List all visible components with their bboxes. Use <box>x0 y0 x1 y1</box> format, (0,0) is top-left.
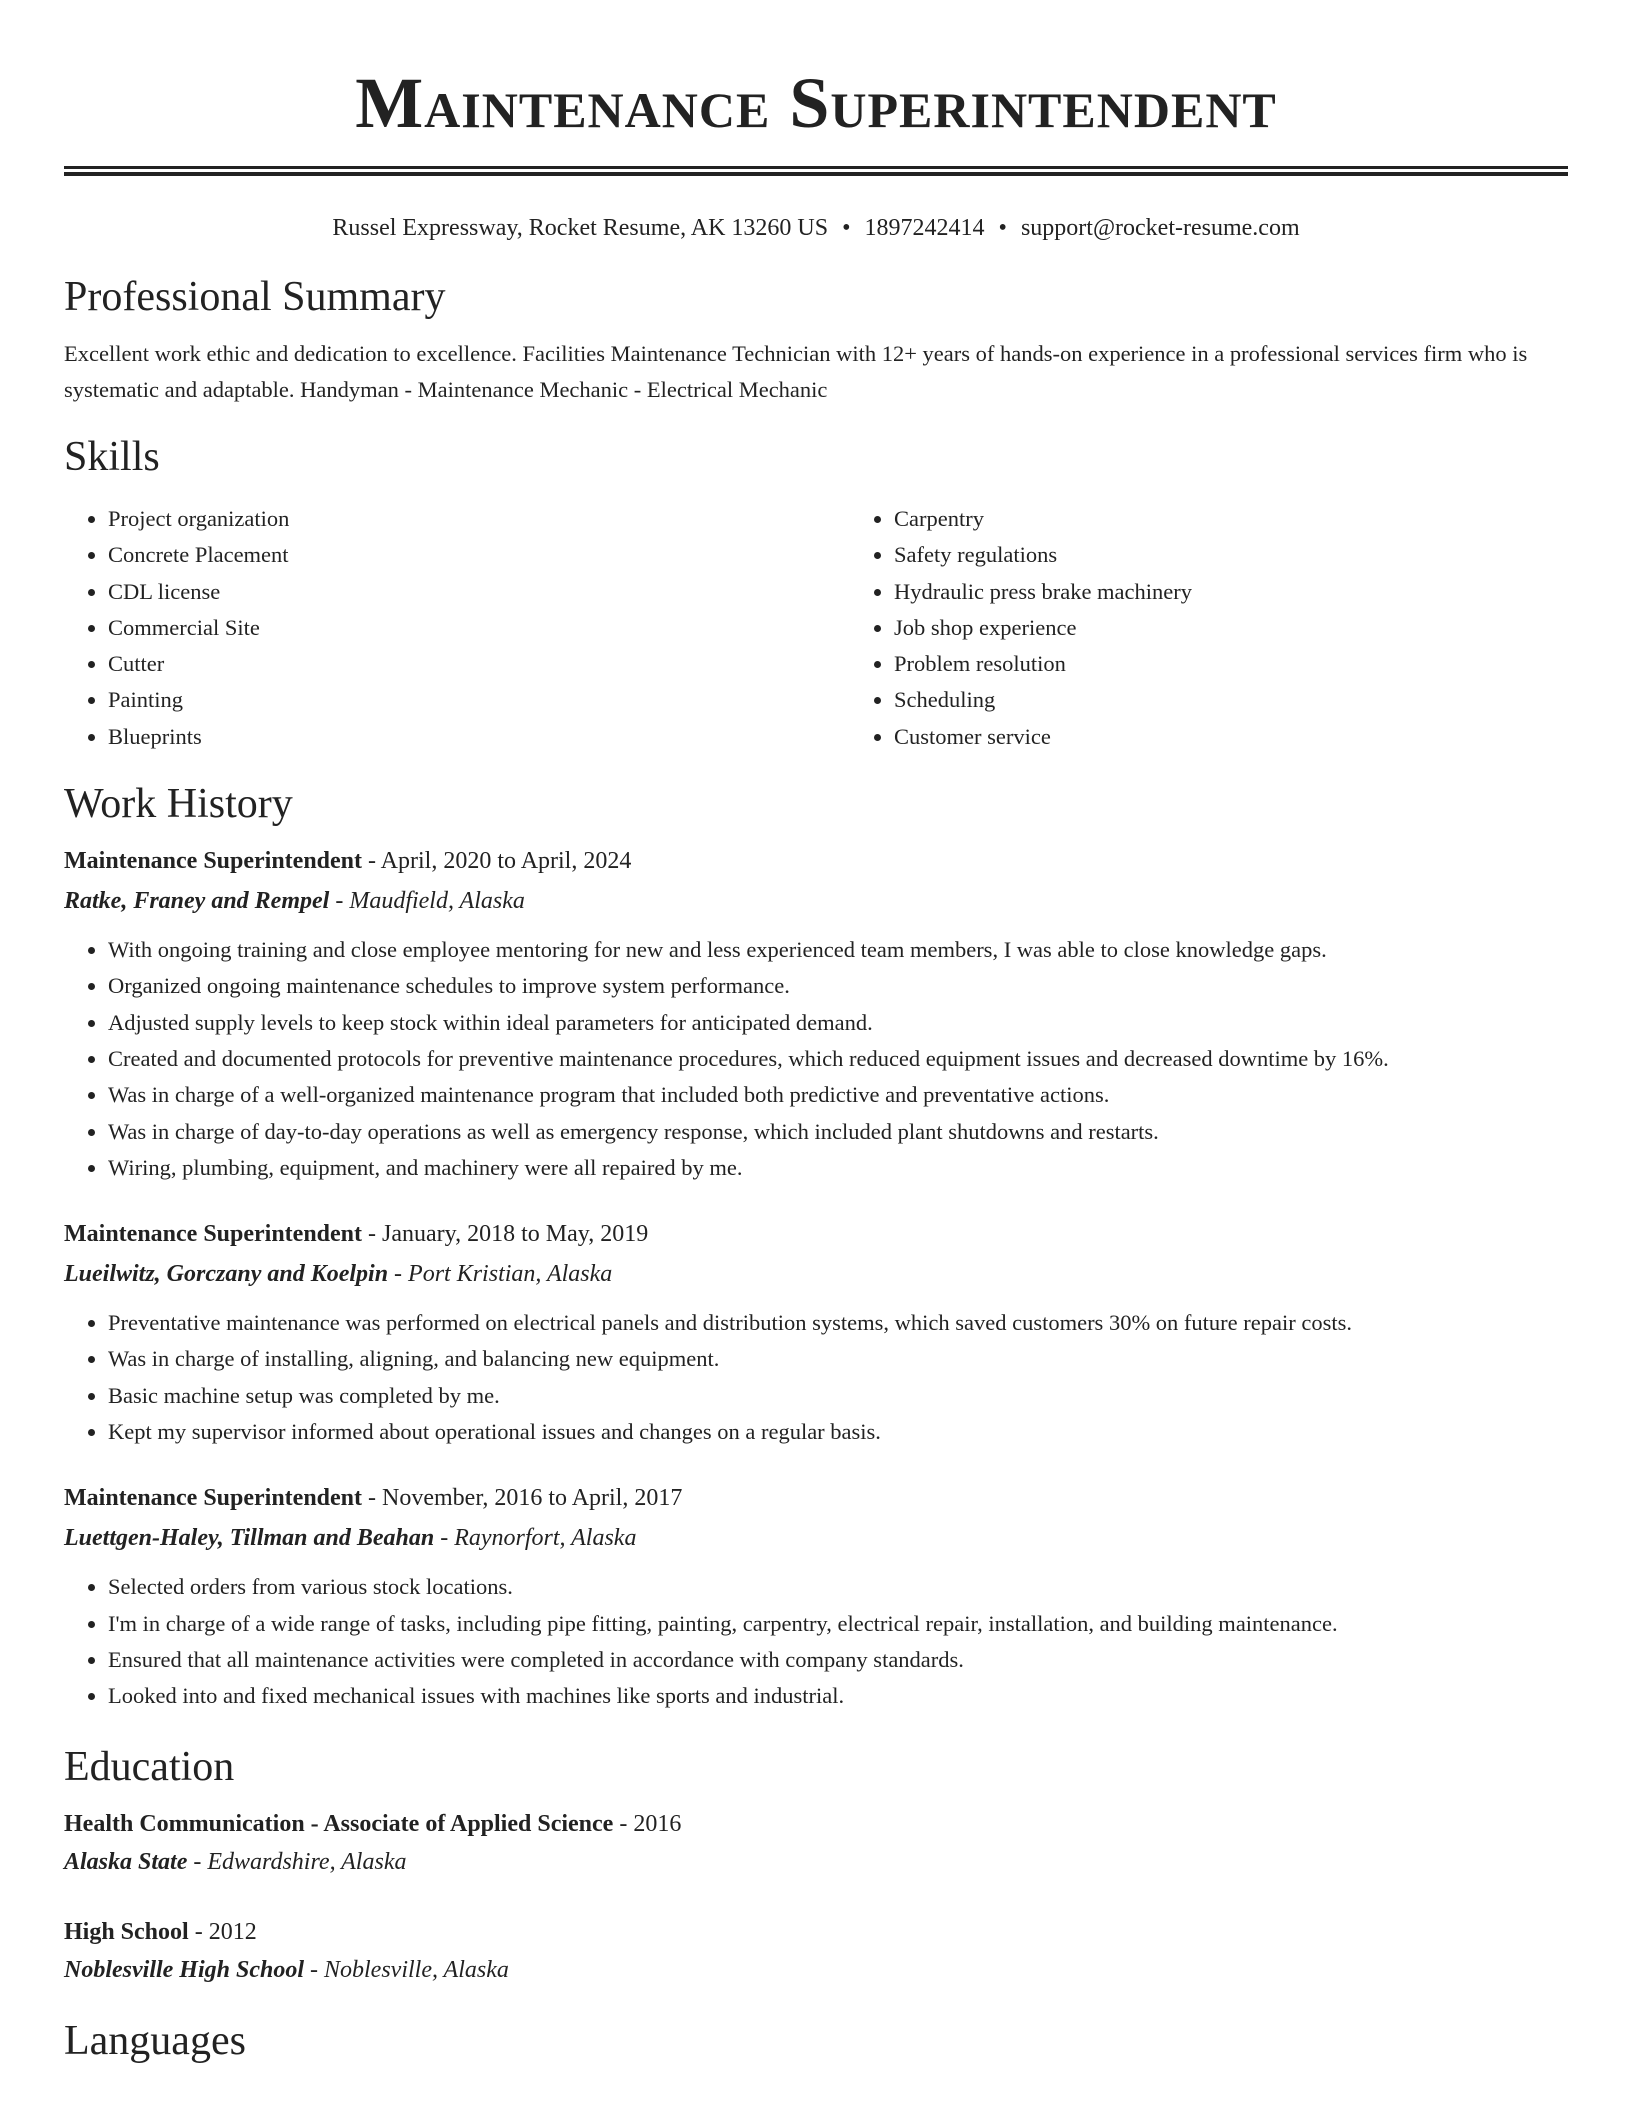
job-bullet: • Basic machine setup was completed by me. <box>108 1378 1568 1414</box>
job-dates: - January, 2018 to May, 2019 <box>362 1221 649 1248</box>
skill-item: • Carpentry <box>894 501 1192 537</box>
education-degree: High School <box>64 1918 189 1945</box>
skill-item: • Painting <box>108 682 850 718</box>
skills-heading: Skills <box>64 434 160 480</box>
job-dates: - April, 2020 to April, 2024 <box>362 848 632 875</box>
summary-text: Excellent work ethic and dedication to excellence. Facilities Maintenance Technician with 12+ years of hands-on experience in a professional services firm who is systematic and adaptable. Handyman - Maintenance Mechanic - Electrical Mechanic <box>64 341 1528 402</box>
education-school: Noblesville High School <box>64 1956 304 1983</box>
work-history-heading: Work History <box>64 781 293 828</box>
contact-address: Russel Expressway, Rocket Resume, AK 13260 US <box>332 215 829 241</box>
skill-item: • Problem resolution <box>894 646 1192 682</box>
contact-separator: • <box>842 215 851 241</box>
job-location: - Raynorfort, Alaska <box>434 1525 637 1552</box>
job-dates: - November, 2016 to April, 2017 <box>362 1485 683 1512</box>
skill-item: • Hydraulic press brake machinery <box>894 574 1192 610</box>
contact-email: support@rocket-resume.com <box>1020 215 1300 241</box>
job-location: - Maudfield, Alaska <box>329 888 525 915</box>
skill-item: • Concrete Placement <box>108 537 850 573</box>
education-year: - 2012 <box>188 1918 257 1945</box>
job-bullet: • Was in charge of installing, aligning, and balancing new equipment. <box>108 1341 1568 1377</box>
job-company-line <box>64 883 1568 919</box>
skill-item: • CDL license <box>108 574 850 610</box>
job-header <box>64 1216 1568 1252</box>
skill-item: • Scheduling <box>894 682 1192 718</box>
job-header <box>64 1480 1568 1516</box>
job-header <box>64 843 1568 879</box>
job-bullet: • Wiring, plumbing, equipment, and machinery were all repaired by me. <box>108 1150 1568 1186</box>
skills-columns <box>64 501 1568 755</box>
skill-item: • Safety regulations <box>894 537 1192 573</box>
job-title: Maintenance Superintendent <box>64 1485 363 1512</box>
job-bullet: • Was in charge of day-to-day operations as well as emergency response, which included plant shutdowns and restarts. <box>108 1114 1568 1150</box>
summary-heading: Professional Summary <box>64 274 446 320</box>
job-company: Luettgen-Haley, Tillman and Beahan <box>64 1525 435 1552</box>
job-company: Ratke, Franey and Rempel <box>64 888 330 915</box>
skill-item: • Blueprints <box>108 719 850 755</box>
education-entry <box>64 1806 1568 1880</box>
education-heading: Education <box>64 1743 235 1790</box>
job-bullet: • Organized ongoing maintenance schedules to improve system performance. <box>108 968 1568 1004</box>
job-title: Maintenance Superintendent <box>64 1221 363 1248</box>
job-company-line <box>64 1256 1568 1292</box>
job-entry <box>64 1216 1568 1450</box>
job-title: Maintenance Superintendent <box>64 848 363 875</box>
skill-item: • Job shop experience <box>894 610 1192 646</box>
job-bullet: • With ongoing training and close employee mentoring for new and less experienced team members, I was able to close knowledge gaps. <box>108 932 1568 968</box>
job-bullet: • Adjusted supply levels to keep stock within ideal parameters for anticipated demand. <box>108 1005 1568 1041</box>
education-entry <box>64 1914 1568 1988</box>
job-entry <box>64 1480 1568 1714</box>
skill-item: • Commercial Site <box>108 610 850 646</box>
job-bullet: • I'm in charge of a wide range of tasks, including pipe fitting, painting, carpentry, electrical repair, installation, and building maintenance. <box>108 1606 1568 1642</box>
job-bullets <box>64 932 1568 1186</box>
job-company-line <box>64 1520 1568 1556</box>
job-bullet: • Looked into and fixed mechanical issues with machines like sports and industrial. <box>108 1678 1568 1714</box>
education-school-line <box>64 1952 1568 1988</box>
job-company: Lueilwitz, Gorczany and Koelpin <box>64 1261 389 1288</box>
education-school: Alaska State <box>64 1848 188 1875</box>
job-bullet: • Preventative maintenance was performed on electrical panels and distribution systems, which saved customers 30% on future repair costs. <box>108 1305 1568 1341</box>
contact-line <box>64 213 1568 243</box>
job-bullet: • Ensured that all maintenance activities were completed in accordance with company standards. <box>108 1642 1568 1678</box>
job-bullets <box>64 1305 1568 1450</box>
skill-item: • Project organization <box>108 501 850 537</box>
resume-title: Maintenance Superintendent <box>355 63 1277 143</box>
education-year: - 2016 <box>613 1810 682 1837</box>
contact-phone: 1897242414 <box>864 215 985 241</box>
education-location: - Noblesville, Alaska <box>304 1956 509 1983</box>
job-entry <box>64 843 1568 1186</box>
job-bullet: • Was in charge of a well-organized maintenance program that included both predictive and preventative actions. <box>108 1077 1568 1113</box>
education-header <box>64 1806 1568 1842</box>
skills-left-list <box>64 501 850 755</box>
job-bullets <box>64 1569 1568 1714</box>
education-degree: Health Communication - Associate of Applied Science <box>64 1810 614 1837</box>
job-location: - Port Kristian, Alaska <box>388 1261 613 1288</box>
education-header <box>64 1914 1568 1950</box>
skill-item: • Cutter <box>108 646 850 682</box>
contact-separator: • <box>998 215 1007 241</box>
languages-heading: Languages <box>64 2017 246 2064</box>
skills-right-list <box>850 501 1192 755</box>
title-double-rule <box>64 166 1568 176</box>
skill-item: • Customer service <box>894 719 1192 755</box>
job-bullet: • Kept my supervisor informed about operational issues and changes on a regular basis. <box>108 1414 1568 1450</box>
job-bullet: • Created and documented protocols for preventive maintenance procedures, which reduced equipment issues and decreased downtime by 16%. <box>108 1041 1568 1077</box>
job-bullet: • Selected orders from various stock locations. <box>108 1569 1568 1605</box>
education-location: - Edwardshire, Alaska <box>187 1848 407 1875</box>
education-school-line <box>64 1844 1568 1880</box>
